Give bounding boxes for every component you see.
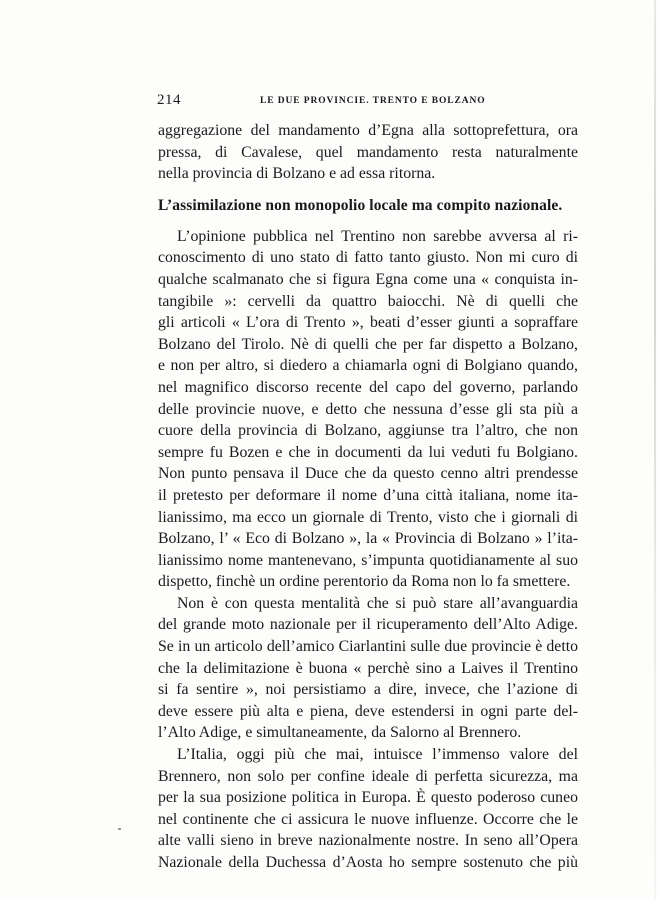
page-edge-shadow [654,0,656,900]
text-line: L’opinione pubblica nel Trentino non sarebbe avversa al ri- [177,227,578,245]
text-line: cuore della provincia di Bolzano, aggiunse tra l’altro, che non [158,422,578,440]
text-line: qualche scalmanato che si figura Egna come una « conquista in- [158,270,578,288]
text-line: Brennero, non solo per confine ideale di perfetta sicurezza, ma [158,767,578,785]
body-text [158,120,578,874]
text-line: delle provincie nuove, e detto che nessuna d’esse gli sta più a [158,400,578,418]
text-line: Bolzano del Tirolo. Nè di quelli che per far dispetto a Bolzano, [158,335,578,353]
section-heading: L’assimilazione non monopolio locale ma compito nazionale. [158,196,563,214]
text-line: pressa, di Cavalese, quel mandamento resta naturalmente [158,143,578,161]
text-line: del grande moto nazionale per il ricuperamento dell’Alto Adige. [158,616,578,634]
text-line: nel continente che ci assicura le nuove influenze. Occorre che le [158,810,578,828]
text-line: si fa sentire », noi persistiamo a dire, invece, che l’azione di [158,681,578,699]
text-line: tangibile »: cervelli da quattro baiocchi. Nè di quelli che [158,292,578,310]
text-line: e non per altro, si diedero a chiamarla ogni di Bolgiano quando, [158,357,578,375]
text-line: sempre fu Bozen e che in documenti da lui veduti fu Bolgiano. [158,443,578,461]
paragraph-3 [158,593,578,744]
text-line: nel magnifico discorso recente del capo del governo, parlando [158,378,578,396]
text-line: il pretesto per deformare il nome d’una città italiana, nome ita- [158,486,578,504]
text-line: Nazionale della Duchessa d’Aosta ho sempre sostenuto che più [158,854,578,871]
text-line: L’Italia, oggi più che mai, intuisce l’immenso valore del [177,746,578,764]
text-line: Non punto pensava il Duce che da questo cenno altri prendesse [158,465,578,483]
text-line: lianissimo nome mantenevano, s’impunta quotidianamente al suo [158,551,578,569]
text-line: che la delimitazione è buona « perchè sino a Laives il Trentino [158,659,578,677]
text-line: per la sua posizione politica in Europa. È questo poderoso cuneo [158,789,578,807]
page-number: 214 [157,92,181,108]
page-header [157,90,577,110]
text-line: dispetto, finchè un ordine perentorio da Roma non lo fa smettere. [158,573,571,591]
text-line: gli articoli « L’ora di Trento », beati d’esser giunti a sopraffare [158,314,578,332]
text-line: nella provincia di Bolzano e ad essa ritorna. [158,165,436,183]
paragraph-1 [158,120,578,185]
running-title: LE DUE PROVINCIE. TRENTO E BOLZANO [260,96,486,106]
text-line: aggregazione del mandamento d’Egna alla sottoprefettura, ora [158,122,578,139]
text-line: alte valli sieno in breve nazionalmente nostre. In seno all’Opera [158,832,578,850]
paragraph-2 [158,226,578,593]
text-line: l’Alto Adige, e simultaneamente, da Salorno al Brennero. [158,724,522,742]
text-line: deve essere più alta e piena, deve estendersi in ogni parte del- [158,702,578,720]
text-line: lianissimo, ma ecco un giornale di Trento, visto che i giornali di [158,508,578,526]
text-line: conoscimento di uno stato di fatto tanto giusto. Non mi curo di [158,249,578,267]
paragraph-4 [158,744,578,874]
text-line: Se in un articolo dell’amico Ciarlantini sulle due provincie è detto [158,638,578,656]
text-line: Non è con questa mentalità che si può stare all’avanguardia [177,594,578,612]
ink-speck [118,828,121,830]
text-line: Bolzano, l’ « Eco di Bolzano », la « Provincia di Bolzano » l’ita- [158,530,578,548]
